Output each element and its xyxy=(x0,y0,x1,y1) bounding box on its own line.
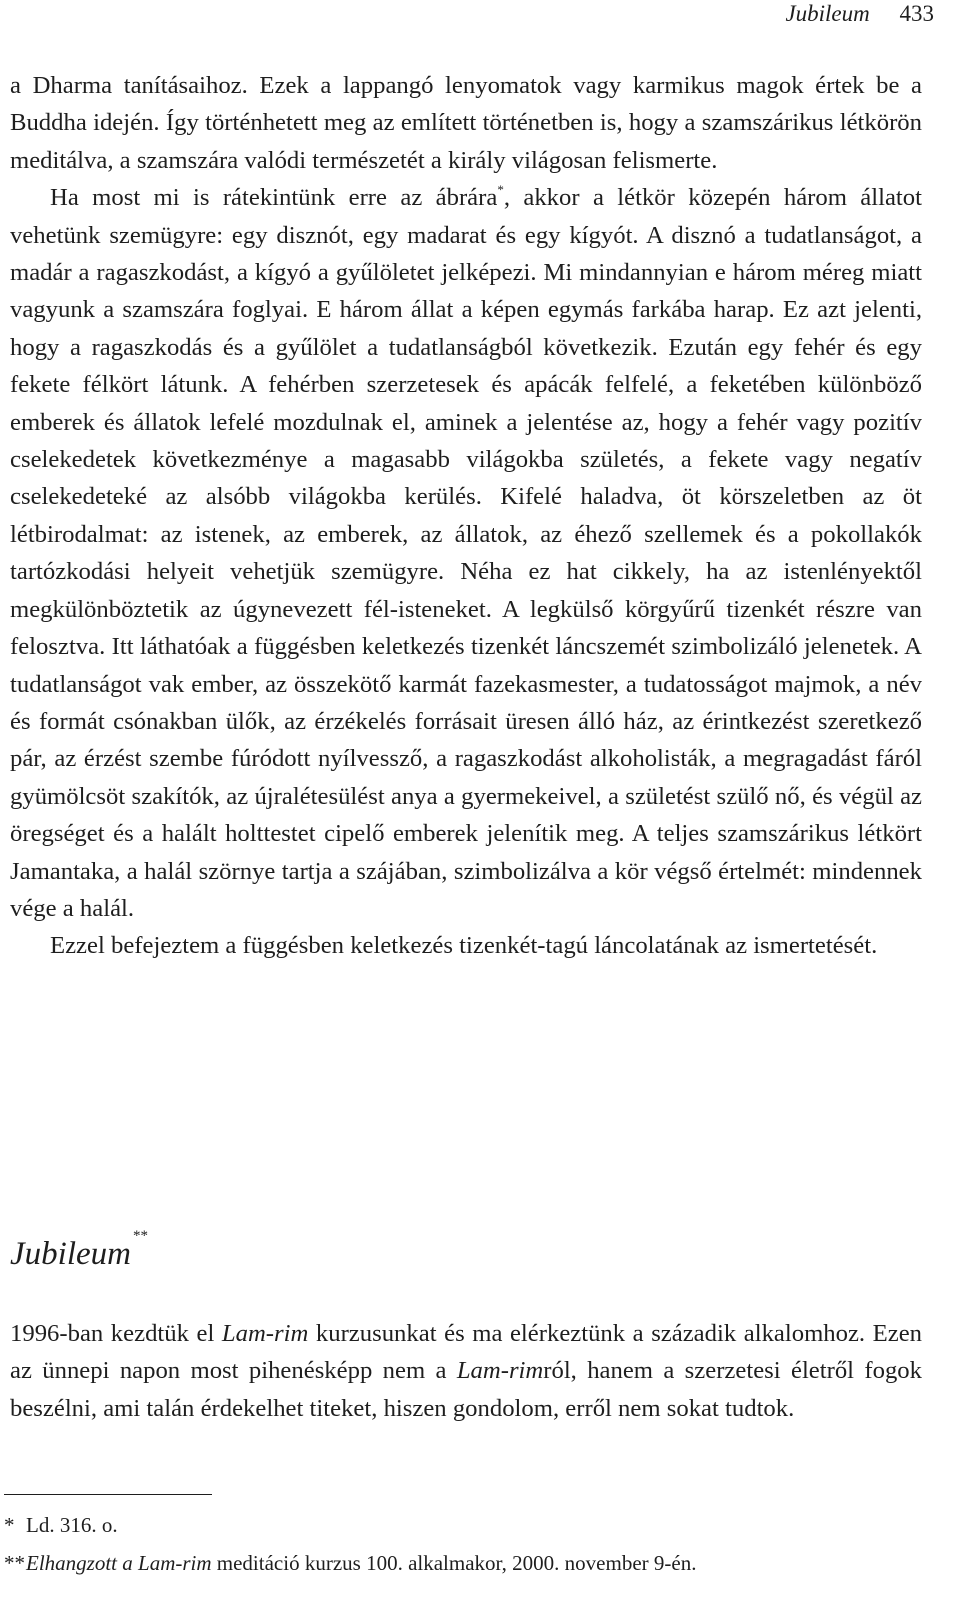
footnote-1-mark: * xyxy=(4,1513,15,1537)
page-number: 433 xyxy=(899,1,934,26)
paragraph-text-rest: , akkor a létkör közepén három állatot vehetünk szemügyre: egy disznót, egy madarat és egy kígyót. A disznó a tudatlanságot, a madár a ragaszkodást, a kígyó a gyűlöletet jelképezi. Mi mindannyian e három méreg miatt vagyunk a szamszára foglyai. E három állat a képen egymás farkába harap. Ez azt jelenti, hogy a ragaszkodás és a gyűlölet a tudatlanságból következik. Ezután egy fehér és egy fekete félkört látunk. A fehérben szerzetesek és apácák felfelé, a feketében különböző emberek és állatok lefelé mozdulnak el, aminek a jelentése az, hogy a fehér vagy pozitív cselekedetek következménye a magasabb világokba születés, a fekete vagy negatív cselekedeteké az alsóbb világokba kerülés. Kifelé haladva, öt körszeletben az öt létbirodalmat: az istenek, az emberek, az állatok, az éhező szellemek és a pokollakók tartózkodási helyeit vehetjük szemügyre. Néha ez hat cikkely, ha az istenlényektől megkülönböztetik az úgynevezett fél-isteneket. A legkülső körgyűrű tizenkét részre van felosztva. Itt láthatóak a függésben keletkezés tizenkét láncszemét szimbolizáló jelenetek. A tudatlanságot vak ember, az összekötő karmát fazekasmester, a tudatosságot majmok, a név és formát csónakban ülők, az érzékelés forrásait üresen álló ház, az érintkezést szeretkező pár, az érzést szembe fúródott nyílvessző, a ragaszkodást alkoholisták, a megragadást fáról gyümölcsöt szakítók, az újralétesülést anya a gyermekeivel, a születést szülő nő, és végül az öregséget és a halált holttestet cipelő emberek jelenítik meg. A teljes szamszárikus létkört Jamantaka, a halál szörnye tartja a szájában, szimbolizálva a kör végső értelmét: mindennek vége a halál. xyxy=(10,184,922,922)
lam-rim-title-1: Lam-rim xyxy=(221,1320,309,1347)
lam-rim-title-2: Lam-rim xyxy=(456,1357,544,1385)
section-text-b: kurzusunkat és ma elérkeztünk a századik alkalomhoz. Ezen az ünnepi napon most pihenésképp nem a xyxy=(10,1320,922,1385)
body-text xyxy=(10,67,922,965)
footnotes xyxy=(4,1506,934,1582)
footnote-ref-2: ** xyxy=(132,1228,148,1244)
paragraph-conclusion: Ezzel befejeztem a függésben keletkezés tizenkét-tagú láncolatának az ismertetését. xyxy=(50,932,878,960)
footnote-2-mark: ** xyxy=(4,1551,25,1575)
footnote-divider xyxy=(4,1494,212,1495)
footnote-2-italic-a: Elhangzott a xyxy=(26,1551,139,1575)
section-paragraph xyxy=(10,1315,922,1427)
footnote-2-italic-b: Lam-rim xyxy=(138,1551,212,1575)
footnote-1-text: Ld. 316. o. xyxy=(26,1513,118,1537)
paragraph-wheel-of-life xyxy=(10,179,922,927)
running-head xyxy=(785,0,934,28)
footnote-ref-1: * xyxy=(497,181,504,197)
paragraph-text-start: Ha most mi is rátekintünk erre az ábrára xyxy=(50,184,498,212)
section-title: Jubileum xyxy=(10,1236,131,1272)
footnote-2-text: meditáció kurzus 100. alkalmakor, 2000. november 9-én. xyxy=(211,1551,697,1575)
section-text-a: 1996-ban kezdtük el xyxy=(10,1320,222,1347)
footnote-1 xyxy=(4,1506,934,1544)
footnote-2 xyxy=(4,1544,934,1582)
running-title: Jubileum xyxy=(785,1,870,26)
section-text-c: ról, hanem a szerzetesi életről fogok beszélni, ami talán érdekelhet titeket, hiszen gondolom, erről nem sokat tudtok. xyxy=(10,1357,922,1422)
section-body xyxy=(10,1315,922,1427)
paragraph-continued: a Dharma tanításaihoz. Ezek a lappangó lenyomatok vagy karmikus magok értek be a Buddha idején. Így történhetett meg az említett történetben is, hogy a szamszárikus létkörön meditálva, a szamszára valódi természetét a király világosan felismerte. xyxy=(10,72,922,174)
section-heading xyxy=(10,1228,148,1277)
